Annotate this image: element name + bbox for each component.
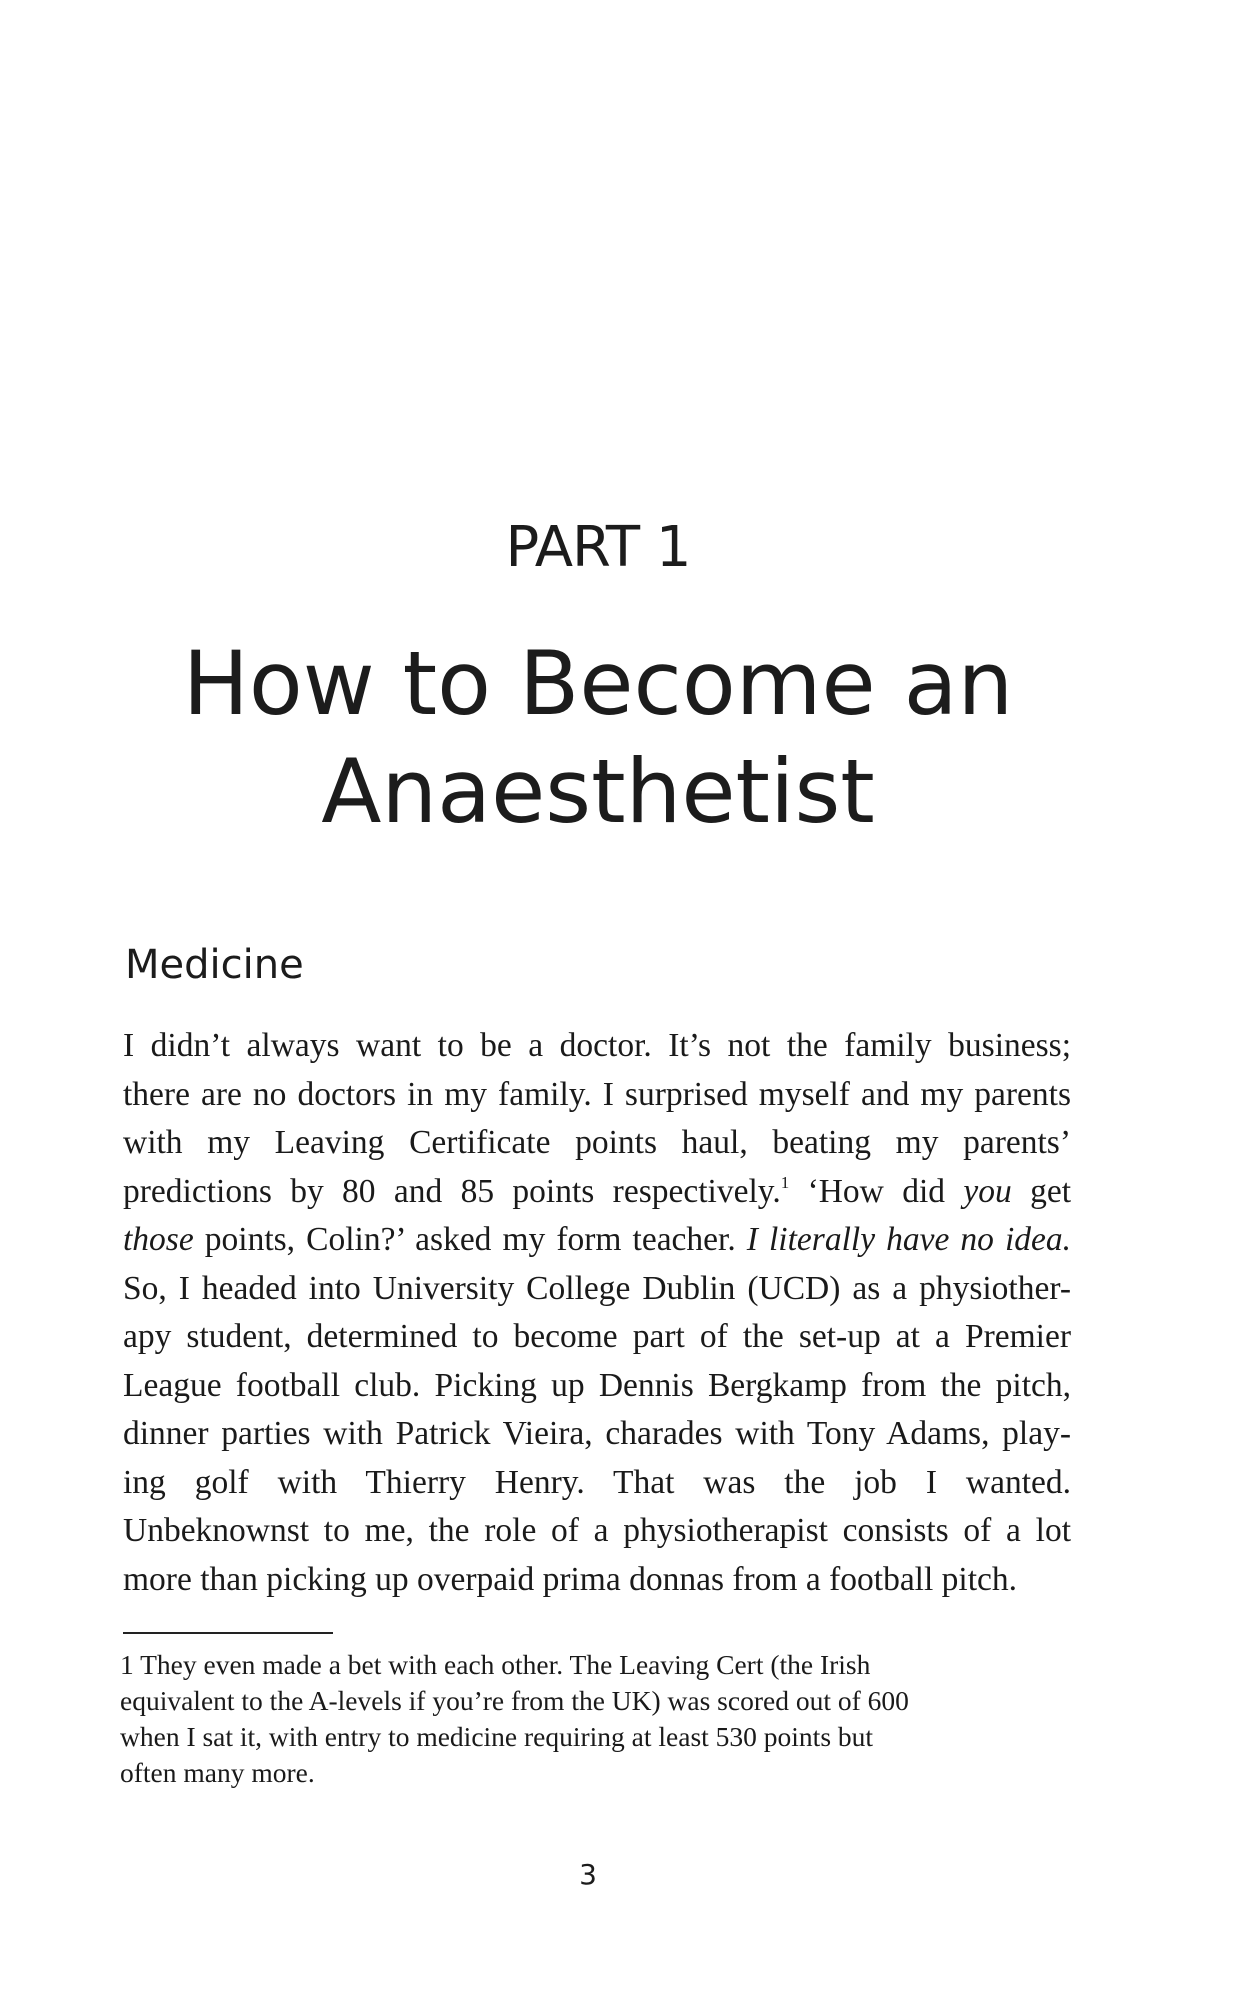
page-number: 3: [579, 1858, 597, 1891]
section-heading: Medicine: [125, 942, 304, 988]
chapter-title-line-1: How to Become an: [182, 632, 1014, 735]
body-text-segment: I didn’t always want to be a doctor. It’s not the family business;: [123, 1027, 1071, 1064]
body-line: [123, 1313, 1071, 1362]
body-text-segment: there are no doctors in my family. I surprised myself and my parents: [123, 1075, 1071, 1113]
body-paragraph: [123, 1022, 1071, 1604]
footnote-line: 1 They even made a bet with each other. The Leaving Cert (the Irish: [120, 1649, 871, 1680]
footnote-line: equivalent to the A-levels if you’re from the UK) was scored out of 600: [120, 1685, 909, 1716]
chapter-title-line-2: Anaesthetist: [321, 740, 875, 843]
body-line: [123, 1265, 1071, 1314]
body-text-segment: dinner parties with Patrick Vieira, charades with Tony Adams, play-: [123, 1415, 1071, 1452]
body-text-emphasis: you: [963, 1172, 1012, 1210]
body-text-segment: ing golf with Thierry Henry. That was the job I wanted.: [123, 1463, 1071, 1501]
body-line: [123, 1168, 1071, 1217]
body-line: [123, 1507, 1071, 1556]
body-line: [123, 1119, 1071, 1168]
footnote-reference[interactable]: 1: [780, 1172, 790, 1192]
body-text-emphasis: those: [123, 1221, 194, 1258]
body-text-segment: League football club. Picking up Dennis Bergkamp from the pitch,: [123, 1366, 1071, 1404]
body-text-emphasis: I literally have no idea.: [746, 1221, 1072, 1258]
chapter-title: [0, 630, 1196, 846]
body-line: [123, 1362, 1071, 1411]
body-text-segment: apy student, determined to become part of the set-up at a Premier: [123, 1318, 1071, 1355]
footnote-line: often many more.: [120, 1757, 315, 1788]
body-line: [123, 1022, 1071, 1071]
body-text-segment: predictions by 80 and 85 points respectively.: [123, 1172, 781, 1210]
body-text-segment: points, Colin?’ asked my form teacher.: [204, 1221, 736, 1258]
body-text-segment: get: [1030, 1172, 1072, 1210]
body-text-segment: Unbeknownst to me, the role of a physiotherapist consists of a lot: [123, 1512, 1071, 1549]
body-line: [123, 1459, 1071, 1508]
body-line: [123, 1216, 1071, 1265]
footnote: [120, 1647, 1020, 1791]
body-text-segment: So, I headed into University College Dublin (UCD) as a physiother-: [123, 1269, 1071, 1307]
footnote-divider: [123, 1632, 333, 1634]
body-line: [123, 1410, 1071, 1459]
body-line: [123, 1556, 1071, 1605]
part-label: PART 1: [505, 515, 691, 580]
body-text-segment: with my Leaving Certificate points haul, beating my parents’: [123, 1124, 1071, 1161]
body-text-segment: more than picking up overpaid prima donnas from a football pitch.: [123, 1560, 1018, 1598]
body-text-segment: ‘How did: [807, 1172, 946, 1210]
body-line: [123, 1071, 1071, 1120]
footnote-line: when I sat it, with entry to medicine requiring at least 530 points but: [120, 1721, 874, 1752]
